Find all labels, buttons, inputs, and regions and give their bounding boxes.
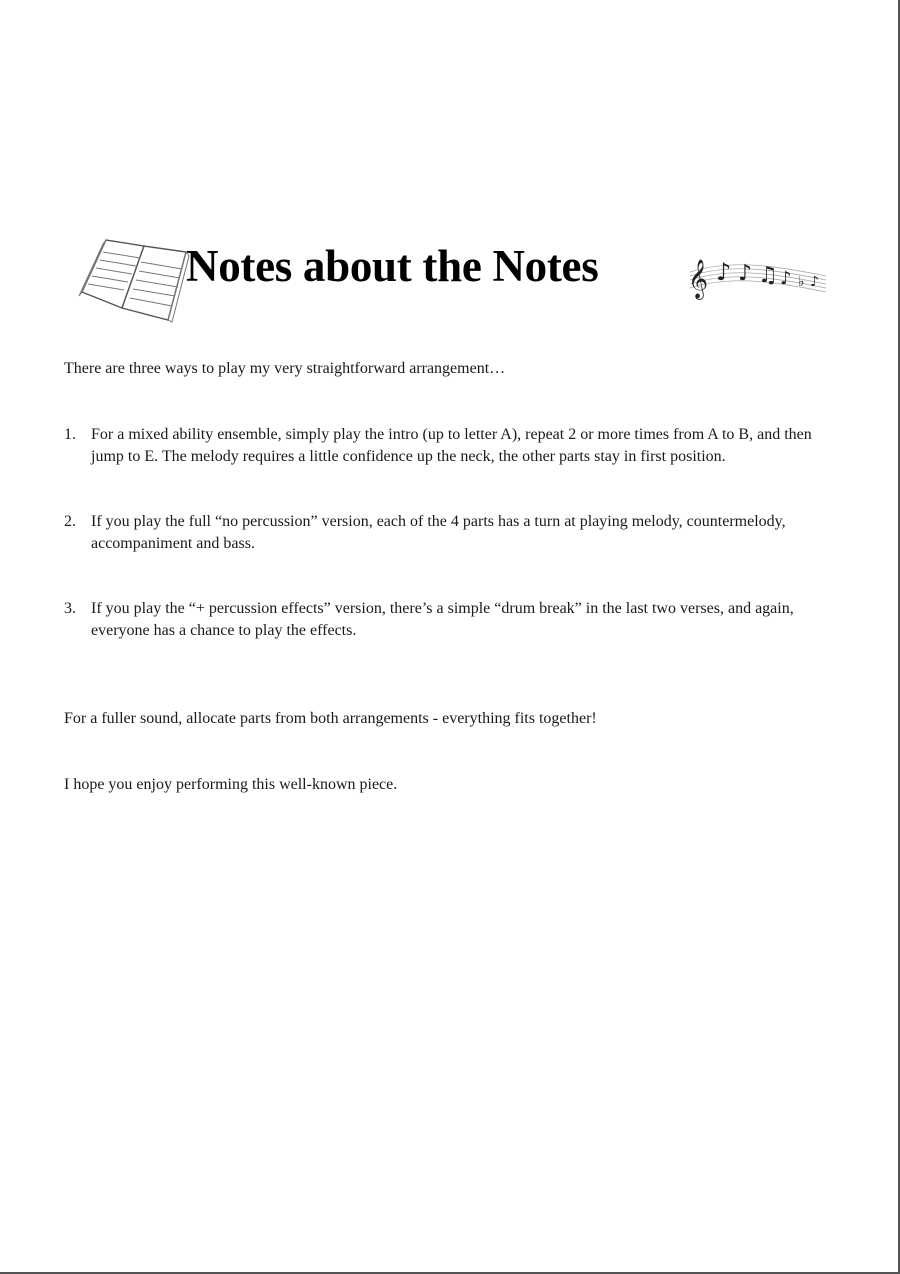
svg-text:♭: ♭ [798,274,805,290]
list-item-text: If you play the “+ percussion effects” version, there’s a simple “drum break” in the last two verses, and again, everyone has a chance to play the effects. [91,600,794,639]
list-item [64,598,844,642]
list-item-text: If you play the full “no percussion” version, each of the 4 parts has a turn at playing melody, countermelody, accompaniment and bass. [91,513,786,552]
list-item [64,424,844,468]
open-book-icon [78,232,190,324]
svg-text:♫: ♫ [758,263,778,288]
svg-text:♪: ♪ [738,261,753,286]
fuller-sound-paragraph: For a fuller sound, allocate parts from both arrangements - everything fits together! [64,710,597,727]
options-list [64,424,844,642]
list-item-number: 1. [64,426,76,443]
closing-paragraph: I hope you enjoy performing this well-known piece. [64,776,398,793]
list-item-number: 3. [64,600,76,617]
page-title: Notes about the Notes [186,241,599,291]
music-notes-icon [688,242,828,302]
list-item [64,511,844,555]
svg-text:♪: ♪ [716,258,732,286]
page-header [78,228,838,328]
svg-text:𝄞: 𝄞 [688,259,709,299]
svg-text:♪: ♪ [810,274,819,290]
list-item-text: For a mixed ability ensemble, simply play the intro (up to letter A), repeat 2 or more times from A to B, and then jump to E. The melody requires a little confidence up the neck, the other parts stay in first position. [91,426,812,465]
intro-paragraph: There are three ways to play my very straightforward arrangement… [64,360,506,377]
svg-text:♪: ♪ [780,268,792,289]
list-item-number: 2. [64,513,76,530]
